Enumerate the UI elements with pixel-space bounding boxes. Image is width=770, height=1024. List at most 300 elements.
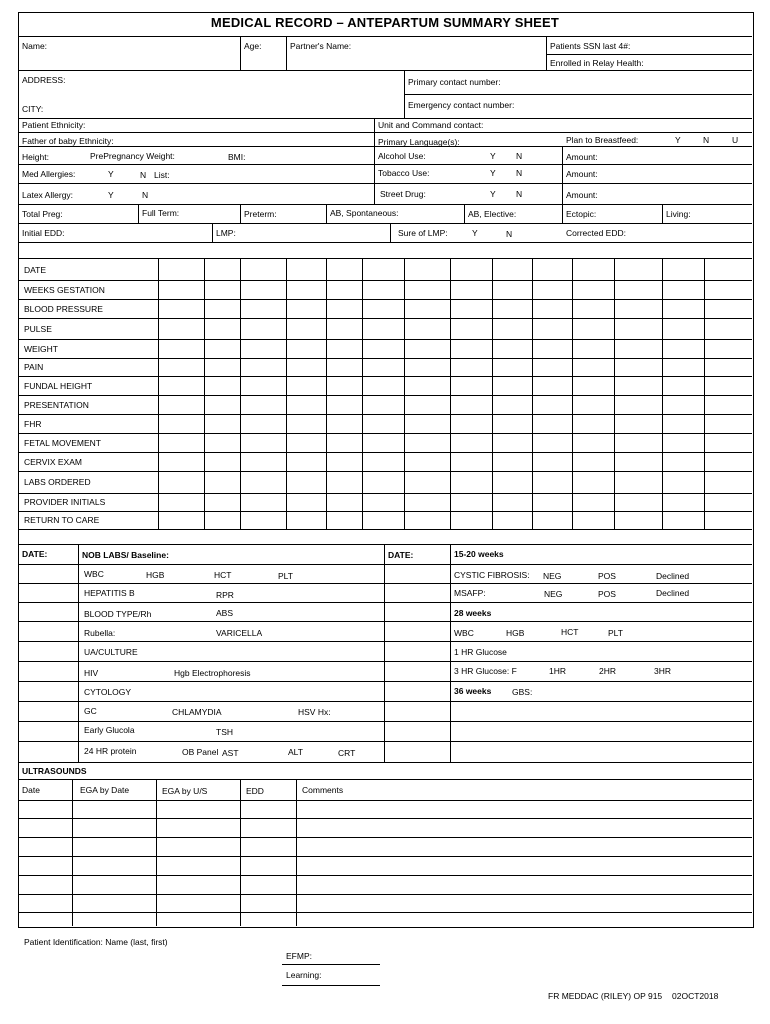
- lab-wbc: WBC: [84, 569, 104, 579]
- weeks-36: 36 weeks: [454, 686, 492, 696]
- visit-cell[interactable]: [493, 340, 532, 358]
- visit-cell[interactable]: [205, 340, 240, 358]
- form-number: FR MEDDAC (RILEY) OP 915: [548, 991, 663, 1001]
- visit-cell[interactable]: [287, 281, 326, 299]
- patient-identification: Patient Identification: Name (last, first): [24, 937, 168, 947]
- partner-name-label: Partner's Name:: [290, 41, 352, 51]
- visit-cell[interactable]: [533, 512, 572, 529]
- lab-wbc-28: WBC: [454, 628, 474, 638]
- us-row-line: [18, 875, 752, 876]
- visit-cell[interactable]: [493, 319, 532, 339]
- unit-command-label: Unit and Command contact:: [378, 120, 484, 130]
- visit-cell[interactable]: [493, 453, 532, 471]
- visit-cell[interactable]: [663, 434, 704, 452]
- visit-cell[interactable]: [451, 472, 492, 493]
- visit-cell[interactable]: [615, 377, 662, 395]
- visit-cell[interactable]: [451, 261, 492, 280]
- visit-cell[interactable]: [705, 415, 752, 433]
- height-label: Height:: [22, 152, 49, 162]
- visit-cell[interactable]: [363, 377, 404, 395]
- visit-cell[interactable]: [405, 415, 450, 433]
- visit-cell[interactable]: [363, 281, 404, 299]
- visit-cell[interactable]: [405, 472, 450, 493]
- visit-cell[interactable]: [705, 472, 752, 493]
- lab-row-line: [18, 602, 752, 603]
- alcohol-n: N: [516, 151, 523, 161]
- visit-cell[interactable]: [663, 319, 704, 339]
- alcohol-amount-label: Amount:: [566, 152, 598, 162]
- visit-cell[interactable]: [493, 472, 532, 493]
- visit-cell[interactable]: [573, 453, 614, 471]
- visit-cell[interactable]: [533, 396, 572, 414]
- visit-cell[interactable]: [493, 494, 532, 511]
- visit-cell[interactable]: [287, 512, 326, 529]
- visit-cell[interactable]: [451, 300, 492, 318]
- lab-glucose-3hr: 3HR: [654, 666, 672, 676]
- visit-cell[interactable]: [287, 300, 326, 318]
- visit-row-label: RETURN TO CARE: [24, 515, 100, 525]
- alcohol-label: Alcohol Use:: [378, 151, 426, 161]
- visit-cell[interactable]: [705, 261, 752, 280]
- visit-cell[interactable]: [327, 300, 362, 318]
- street-drug-amount-label: Amount:: [566, 190, 598, 200]
- primary-language-label: Primary Language(s):: [378, 137, 460, 147]
- visit-cell[interactable]: [241, 472, 286, 493]
- visit-cell[interactable]: [241, 453, 286, 471]
- visit-cell[interactable]: [663, 472, 704, 493]
- visit-cell[interactable]: [405, 453, 450, 471]
- visit-cell[interactable]: [287, 377, 326, 395]
- visit-row-label: LABS ORDERED: [24, 477, 91, 487]
- lmp-label: LMP:: [216, 228, 236, 238]
- age-label: Age:: [244, 41, 262, 51]
- lab-row-line: [18, 721, 752, 722]
- visit-cell[interactable]: [615, 340, 662, 358]
- lab-msafp-pos: POS: [598, 589, 616, 599]
- us-row-line: [18, 894, 752, 895]
- visit-cell[interactable]: [493, 377, 532, 395]
- visit-cell[interactable]: [533, 340, 572, 358]
- visit-cell[interactable]: [705, 300, 752, 318]
- visit-cell[interactable]: [241, 415, 286, 433]
- visit-cell[interactable]: [363, 453, 404, 471]
- learning-label: Learning:: [286, 970, 322, 980]
- us-col-edd: EDD: [246, 786, 264, 796]
- visit-cell[interactable]: [327, 415, 362, 433]
- us-col-comments: Comments: [302, 785, 344, 795]
- visit-cell[interactable]: [615, 434, 662, 452]
- visit-cell[interactable]: [241, 512, 286, 529]
- visit-cell[interactable]: [363, 300, 404, 318]
- visit-cell[interactable]: [159, 453, 204, 471]
- visit-cell[interactable]: [327, 434, 362, 452]
- visit-cell[interactable]: [205, 415, 240, 433]
- visit-cell[interactable]: [405, 261, 450, 280]
- lab-cystic-pos: POS: [598, 571, 616, 581]
- visit-cell[interactable]: [663, 494, 704, 511]
- us-col-ega-date: EGA by Date: [80, 785, 130, 795]
- visit-cell[interactable]: [159, 415, 204, 433]
- labs-date-label: DATE:: [22, 549, 48, 559]
- visit-cell[interactable]: [159, 377, 204, 395]
- visit-cell[interactable]: [241, 434, 286, 452]
- visit-row-label: BLOOD PRESSURE: [24, 304, 103, 314]
- ab-elective-label: AB, Elective:: [468, 209, 517, 219]
- visit-cell[interactable]: [615, 300, 662, 318]
- visit-cell[interactable]: [363, 359, 404, 376]
- visit-cell[interactable]: [241, 377, 286, 395]
- lab-ob-panel: OB Panel: [182, 747, 219, 757]
- visit-cell[interactable]: [327, 319, 362, 339]
- visit-row-label: FHR: [24, 419, 42, 429]
- visit-cell[interactable]: [405, 396, 450, 414]
- visit-cell[interactable]: [363, 340, 404, 358]
- visit-cell[interactable]: [159, 512, 204, 529]
- us-col-line: [156, 779, 157, 926]
- visit-cell[interactable]: [363, 434, 404, 452]
- visit-cell[interactable]: [451, 512, 492, 529]
- us-col-line: [296, 779, 297, 926]
- visit-cell[interactable]: [705, 494, 752, 511]
- visit-cell[interactable]: [363, 261, 404, 280]
- visit-cell[interactable]: [663, 453, 704, 471]
- lab-row-line: [18, 621, 752, 622]
- weeks-28: 28 weeks: [454, 608, 492, 618]
- visit-cell[interactable]: [533, 494, 572, 511]
- visit-cell[interactable]: [241, 359, 286, 376]
- breastfeed-label: Plan to Breastfeed:: [566, 135, 639, 145]
- visit-cell[interactable]: [205, 359, 240, 376]
- visit-cell[interactable]: [663, 377, 704, 395]
- visit-cell[interactable]: [663, 300, 704, 318]
- visit-cell[interactable]: [493, 359, 532, 376]
- visit-cell[interactable]: [159, 472, 204, 493]
- visit-cell[interactable]: [241, 300, 286, 318]
- visit-cell[interactable]: [493, 434, 532, 452]
- visit-cell[interactable]: [705, 377, 752, 395]
- lab-plt-28: PLT: [608, 628, 623, 638]
- visit-cell[interactable]: [205, 319, 240, 339]
- street-drug-n: N: [516, 189, 523, 199]
- visit-cell[interactable]: [451, 453, 492, 471]
- visit-cell[interactable]: [615, 261, 662, 280]
- visit-cell[interactable]: [363, 415, 404, 433]
- visit-cell[interactable]: [705, 434, 752, 452]
- form-date: 02OCT2018: [672, 991, 719, 1001]
- visit-cell[interactable]: [327, 377, 362, 395]
- lab-hct-28: HCT: [561, 627, 579, 637]
- visit-cell[interactable]: [451, 340, 492, 358]
- visit-cell[interactable]: [159, 261, 204, 280]
- lab-blood-type: BLOOD TYPE/Rh: [84, 609, 152, 619]
- visit-cell[interactable]: [533, 434, 572, 452]
- visit-cell[interactable]: [363, 512, 404, 529]
- visit-cell[interactable]: [451, 281, 492, 299]
- visit-cell[interactable]: [287, 453, 326, 471]
- visit-cell[interactable]: [363, 319, 404, 339]
- visit-cell[interactable]: [705, 396, 752, 414]
- visit-cell[interactable]: [159, 340, 204, 358]
- visit-cell[interactable]: [451, 319, 492, 339]
- visit-cell[interactable]: [205, 377, 240, 395]
- emergency-contact-label: Emergency contact number:: [408, 100, 515, 110]
- visit-cell[interactable]: [533, 453, 572, 471]
- visit-cell[interactable]: [287, 396, 326, 414]
- visit-cell[interactable]: [705, 512, 752, 529]
- visit-cell[interactable]: [405, 281, 450, 299]
- visit-cell[interactable]: [159, 434, 204, 452]
- visit-cell[interactable]: [573, 319, 614, 339]
- visit-cell[interactable]: [663, 281, 704, 299]
- visit-cell[interactable]: [363, 472, 404, 493]
- us-col-line: [72, 779, 73, 926]
- ssn-label: Patients SSN last 4#:: [550, 41, 631, 51]
- visit-cell[interactable]: [287, 494, 326, 511]
- visit-cell[interactable]: [405, 377, 450, 395]
- lab-tsh: TSH: [216, 727, 233, 737]
- living-label: Living:: [666, 209, 691, 219]
- visit-cell[interactable]: [615, 453, 662, 471]
- visit-cell[interactable]: [327, 261, 362, 280]
- lab-cytology: CYTOLOGY: [84, 687, 132, 697]
- visit-cell[interactable]: [573, 261, 614, 280]
- visit-cell[interactable]: [533, 300, 572, 318]
- lab-hsv: HSV Hx:: [298, 707, 331, 717]
- visit-cell[interactable]: [663, 359, 704, 376]
- visit-cell[interactable]: [615, 319, 662, 339]
- efmp-label: EFMP:: [286, 951, 312, 961]
- visit-cell[interactable]: [405, 494, 450, 511]
- us-col-ega-us: EGA by U/S: [162, 786, 208, 796]
- visit-cell[interactable]: [327, 359, 362, 376]
- sure-lmp-label: Sure of LMP:: [398, 228, 448, 238]
- visit-cell[interactable]: [573, 281, 614, 299]
- lab-24hr: 24 HR protein: [84, 746, 137, 756]
- visit-cell[interactable]: [241, 261, 286, 280]
- street-drug-label: Street Drug:: [380, 189, 426, 199]
- visit-cell[interactable]: [533, 359, 572, 376]
- lab-ast: AST: [222, 748, 239, 758]
- visit-cell[interactable]: [205, 453, 240, 471]
- city-label: CITY:: [22, 104, 44, 114]
- visit-cell[interactable]: [663, 396, 704, 414]
- sure-lmp-n: N: [506, 229, 513, 239]
- visit-row-label: FUNDAL HEIGHT: [24, 381, 93, 391]
- visit-cell[interactable]: [205, 300, 240, 318]
- visit-cell[interactable]: [405, 434, 450, 452]
- visit-cell[interactable]: [159, 359, 204, 376]
- latex-label: Latex Allergy:: [22, 190, 74, 200]
- visit-cell[interactable]: [159, 300, 204, 318]
- visit-cell[interactable]: [327, 340, 362, 358]
- visit-cell[interactable]: [663, 261, 704, 280]
- lab-chlamydia: CHLAMYDIA: [172, 707, 222, 717]
- us-row-line: [18, 856, 752, 857]
- visit-cell[interactable]: [705, 319, 752, 339]
- lab-glucose3: 3 HR Glucose: F: [454, 666, 517, 676]
- visit-cell[interactable]: [573, 359, 614, 376]
- visit-cell[interactable]: [241, 340, 286, 358]
- alcohol-y: Y: [490, 151, 496, 161]
- us-col-date: Date: [22, 785, 40, 795]
- lab-early-glucola: Early Glucola: [84, 725, 135, 735]
- visit-cell[interactable]: [405, 300, 450, 318]
- visit-cell[interactable]: [573, 300, 614, 318]
- visit-cell[interactable]: [451, 434, 492, 452]
- visit-cell[interactable]: [573, 415, 614, 433]
- visit-cell[interactable]: [533, 472, 572, 493]
- med-allergies-label: Med Allergies:: [22, 169, 76, 179]
- ab-spontaneous-label: AB, Spontaneous:: [330, 208, 399, 218]
- visit-cell[interactable]: [663, 512, 704, 529]
- lab-row-line: [18, 741, 752, 742]
- visit-cell[interactable]: [533, 415, 572, 433]
- lab-hgb-electro: Hgb Electrophoresis: [174, 668, 251, 678]
- visit-cell[interactable]: [573, 494, 614, 511]
- visit-cell[interactable]: [327, 453, 362, 471]
- street-drug-y: Y: [490, 189, 496, 199]
- visit-cell[interactable]: [363, 494, 404, 511]
- lab-hepb: HEPATITIS B: [84, 588, 135, 598]
- visit-cell[interactable]: [287, 434, 326, 452]
- ethnicity-label: Patient Ethnicity:: [22, 120, 86, 130]
- visit-cell[interactable]: [573, 434, 614, 452]
- visit-cell[interactable]: [241, 281, 286, 299]
- visit-cell[interactable]: [327, 494, 362, 511]
- breastfeed-u: U: [732, 135, 739, 145]
- lab-crt: CRT: [338, 748, 356, 758]
- visit-cell[interactable]: [573, 512, 614, 529]
- visit-cell[interactable]: [705, 340, 752, 358]
- lab-row-line: [18, 681, 752, 682]
- tobacco-label: Tobacco Use:: [378, 168, 430, 178]
- visit-cell[interactable]: [451, 396, 492, 414]
- preterm-label: Preterm:: [244, 209, 277, 219]
- visit-cell[interactable]: [241, 396, 286, 414]
- address-label: ADDRESS:: [22, 75, 66, 85]
- visit-cell[interactable]: [451, 494, 492, 511]
- visit-cell[interactable]: [287, 415, 326, 433]
- visit-cell[interactable]: [493, 281, 532, 299]
- visit-cell[interactable]: [493, 512, 532, 529]
- visit-cell[interactable]: [287, 472, 326, 493]
- visit-cell[interactable]: [615, 359, 662, 376]
- visit-cell[interactable]: [159, 281, 204, 299]
- corrected-edd-label: Corrected EDD:: [566, 228, 626, 238]
- lab-plt: PLT: [278, 571, 293, 581]
- visit-cell[interactable]: [205, 281, 240, 299]
- visit-cell[interactable]: [451, 377, 492, 395]
- visit-cell[interactable]: [615, 494, 662, 511]
- visit-cell[interactable]: [241, 494, 286, 511]
- breastfeed-n: N: [703, 135, 710, 145]
- visit-cell[interactable]: [363, 396, 404, 414]
- tobacco-n: N: [516, 168, 523, 178]
- visit-row-label: FETAL MOVEMENT: [24, 438, 101, 448]
- visit-cell[interactable]: [493, 415, 532, 433]
- visit-cell[interactable]: [241, 319, 286, 339]
- visit-cell[interactable]: [615, 472, 662, 493]
- visit-cell[interactable]: [573, 396, 614, 414]
- weeks-15-20: 15-20 weeks: [454, 549, 504, 559]
- name-label: Name:: [22, 41, 48, 51]
- visit-cell[interactable]: [287, 359, 326, 376]
- bmi-label: BMI:: [228, 152, 246, 162]
- visit-cell[interactable]: [327, 512, 362, 529]
- visit-cell[interactable]: [287, 261, 326, 280]
- us-col-line: [240, 779, 241, 926]
- visit-row-label: WEEKS GESTATION: [24, 285, 105, 295]
- visit-cell[interactable]: [533, 319, 572, 339]
- visit-cell[interactable]: [205, 472, 240, 493]
- lab-cystic: CYSTIC FIBROSIS:: [454, 570, 530, 580]
- visit-cell[interactable]: [405, 340, 450, 358]
- visit-cell[interactable]: [205, 494, 240, 511]
- visit-cell[interactable]: [573, 377, 614, 395]
- visit-cell[interactable]: [327, 472, 362, 493]
- visit-cell[interactable]: [615, 415, 662, 433]
- visit-cell[interactable]: [159, 319, 204, 339]
- visit-cell[interactable]: [287, 340, 326, 358]
- visit-cell[interactable]: [205, 396, 240, 414]
- visit-cell[interactable]: [451, 359, 492, 376]
- visit-cell[interactable]: [573, 472, 614, 493]
- us-row-line: [18, 800, 752, 801]
- visit-cell[interactable]: [405, 359, 450, 376]
- visit-cell[interactable]: [159, 396, 204, 414]
- visit-cell[interactable]: [705, 453, 752, 471]
- visit-row-label: PULSE: [24, 324, 52, 334]
- visit-cell[interactable]: [205, 512, 240, 529]
- lab-row-line: [18, 661, 752, 662]
- visit-cell[interactable]: [615, 512, 662, 529]
- visit-cell[interactable]: [493, 396, 532, 414]
- page-title: MEDICAL RECORD – ANTEPARTUM SUMMARY SHEET: [210, 15, 560, 30]
- visit-cell[interactable]: [573, 340, 614, 358]
- visit-cell[interactable]: [493, 300, 532, 318]
- med-allergies-y: Y: [108, 169, 114, 179]
- visit-cell[interactable]: [405, 319, 450, 339]
- visit-cell[interactable]: [287, 319, 326, 339]
- visit-cell[interactable]: [327, 396, 362, 414]
- visit-cell[interactable]: [663, 340, 704, 358]
- lab-gbs: GBS:: [512, 687, 533, 697]
- visit-cell[interactable]: [533, 261, 572, 280]
- visit-cell[interactable]: [405, 512, 450, 529]
- visit-cell[interactable]: [615, 396, 662, 414]
- visit-cell[interactable]: [159, 494, 204, 511]
- med-allergies-list-label: List:: [154, 170, 170, 180]
- visit-cell[interactable]: [533, 281, 572, 299]
- visit-cell[interactable]: [205, 434, 240, 452]
- visit-cell[interactable]: [327, 281, 362, 299]
- visit-cell[interactable]: [663, 415, 704, 433]
- lab-rpr: RPR: [216, 590, 234, 600]
- lab-glucose1: 1 HR Glucose: [454, 647, 507, 657]
- lab-gc: GC: [84, 706, 97, 716]
- visit-cell[interactable]: [615, 281, 662, 299]
- visit-cell[interactable]: [705, 359, 752, 376]
- visit-cell[interactable]: [705, 281, 752, 299]
- visit-cell[interactable]: [205, 261, 240, 280]
- visit-cell[interactable]: [533, 377, 572, 395]
- primary-contact-label: Primary contact number:: [408, 77, 501, 87]
- visit-row-label: DATE: [24, 265, 47, 275]
- visit-cell[interactable]: [493, 261, 532, 280]
- visit-cell[interactable]: [451, 415, 492, 433]
- rule: [18, 36, 752, 37]
- total-preg-label: Total Preg:: [22, 209, 63, 219]
